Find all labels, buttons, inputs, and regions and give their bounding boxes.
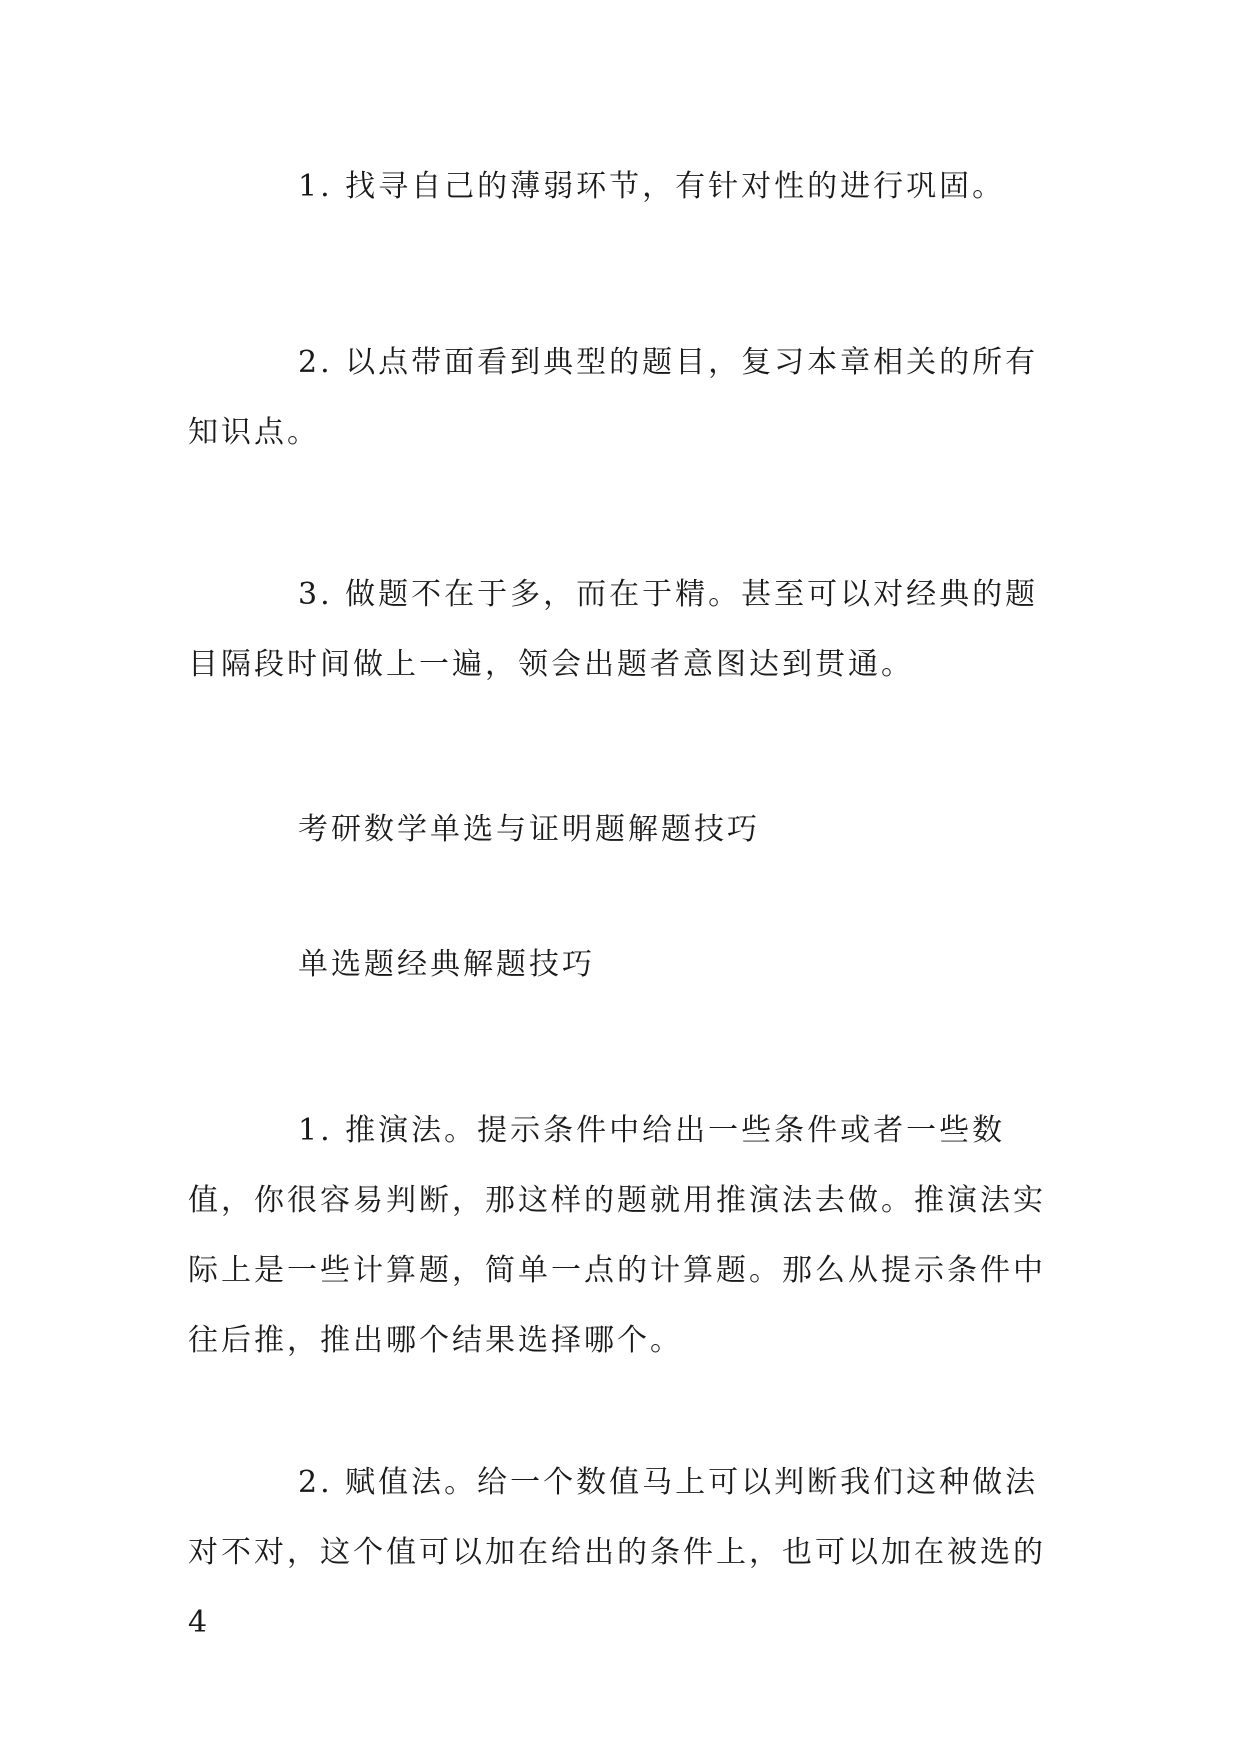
subsection-title: 单选题经典解题技巧 xyxy=(298,947,595,982)
tip-paragraph-1: 1. 推演法。提示条件中给出一些条件或者一些数值，你很容易判断，那这样的题就用推演法去做。推演法实际上是一些计算题，简单一点的计算题。那么从提示条件中往后推，推出哪个结果选择哪个。 xyxy=(188,1113,1046,1358)
paragraph-1: 1. 找寻自己的薄弱环节，有针对性的进行巩固。 xyxy=(298,169,1006,204)
paragraph-2: 2. 以点带面看到典型的题目，复习本章相关的所有知识点。 xyxy=(188,345,1039,450)
paragraph-3: 3. 做题不在于多，而在于精。甚至可以对经典的题目隔段时间做上一遍，领会出题者意图达到贯通。 xyxy=(188,577,1039,682)
section-title: 考研数学单选与证明题解题技巧 xyxy=(298,812,760,847)
tip-paragraph-2: 2. 赋值法。给一个数值马上可以判断我们这种做法对不对，这个值可以加在给出的条件上，也可以加在被选的 4 xyxy=(188,1465,1059,1640)
